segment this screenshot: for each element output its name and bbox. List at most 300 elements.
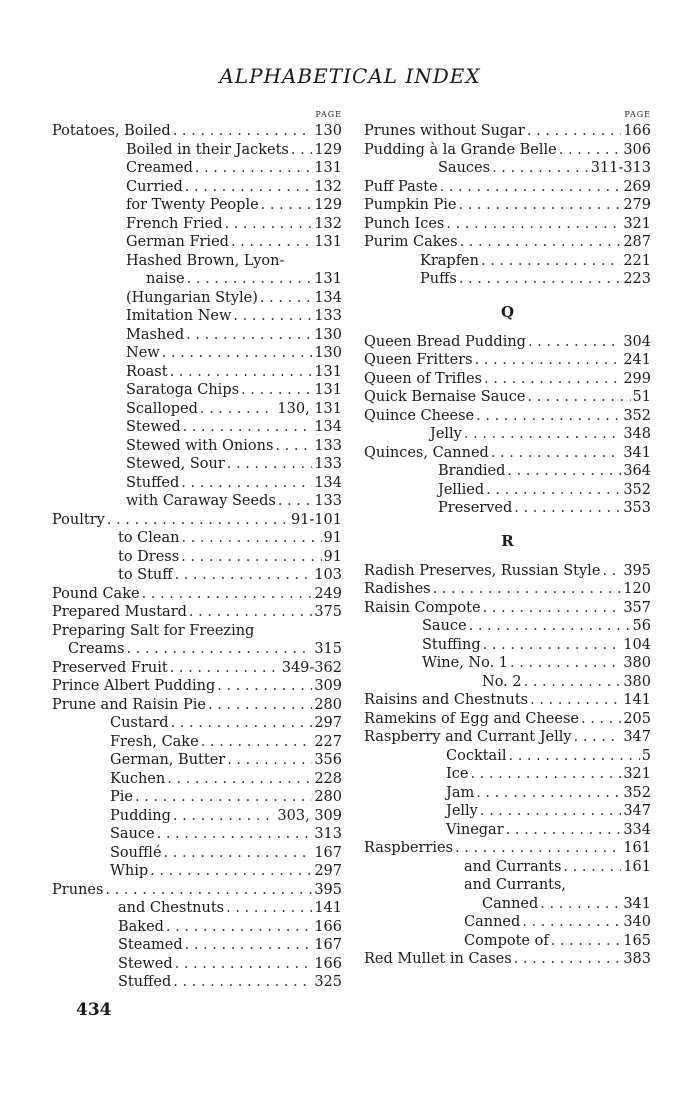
index-entry [364,728,651,747]
entry-text: Pudding [110,807,171,824]
index-entry [52,844,342,863]
page-column-header: PAGE [624,110,651,119]
dot-leader [185,936,313,955]
entry-text: Radishes [364,581,431,597]
index-entry [52,622,342,641]
index-entry [52,918,342,937]
index-entry [364,270,651,289]
dot-leader [195,159,312,178]
entry-text: Pound Cake [52,585,140,602]
dot-leader [507,462,621,481]
entry-page-number: 91 [323,548,342,565]
index-entry [364,370,651,389]
dot-leader [183,418,313,437]
index-entry [364,351,651,370]
index-entry [52,122,342,141]
entry-page-number: 5 [641,747,651,764]
dot-leader [173,973,312,992]
index-entry [364,636,651,655]
index-entry [52,881,342,900]
dot-leader [150,862,312,881]
dot-leader [227,751,312,770]
index-entry [52,862,342,881]
entry-page-number: 341 [623,444,651,461]
entry-page-number: 228 [314,770,342,787]
entry-page-number: 347 [623,729,651,745]
dot-leader [483,636,622,655]
entry-text: Sauces [438,160,491,176]
dot-leader [105,881,312,900]
index-entry [364,252,651,271]
entry-text: Prune and Raisin Pie [52,696,206,713]
entry-page-number: 395 [623,562,651,579]
index-entry [364,499,651,518]
entry-page-number: 131 [314,271,342,287]
index-entry [52,788,342,807]
index-entry [52,899,342,918]
entry-text: Stewed [118,955,173,972]
index-entry [52,289,342,308]
dot-leader [175,566,313,585]
dot-leader [455,839,621,858]
index-entry [364,425,651,444]
entry-text: Krapfen [420,252,479,269]
entry-text: Preserved Fruit [52,659,168,676]
dot-leader [157,825,313,844]
entry-page-number: 131 [314,363,342,380]
section-letter-heading: Q [500,302,515,321]
dot-leader [107,511,289,530]
index-entry [52,418,342,437]
entry-text: Prince Albert Pudding [52,678,216,694]
entry-page-number: 131 [314,234,342,250]
entry-text: Sauce [110,826,155,842]
entry-text: Stuffed [118,974,172,990]
index-entry [52,511,342,530]
index-entry [364,765,651,784]
index-entry [52,714,342,733]
dot-leader [551,932,622,951]
entry-page-number: 349-362 [281,659,342,676]
dot-leader [470,765,621,784]
dot-leader [173,122,313,141]
dot-leader [181,474,312,493]
dot-leader [189,603,312,622]
dot-leader [514,950,622,969]
dot-leader [540,895,621,914]
index-entry [52,677,342,696]
entry-text: Curried [126,178,183,195]
entry-text: Quick Bernaise Sauce [364,389,526,405]
dot-leader [602,562,621,581]
entry-page-number: 375 [314,604,342,620]
entry-page-number: 299 [623,370,651,387]
dot-leader [261,196,313,215]
dot-leader [164,844,313,863]
entry-text: Canned [482,895,539,912]
dot-leader [126,640,312,659]
entry-text: Pudding à la Grande Belle [364,141,557,158]
entry-page-number: 51 [632,389,651,405]
dot-leader [167,770,312,789]
dot-leader [233,307,312,326]
index-entry [364,747,651,766]
entry-page-number: 313 [314,826,342,842]
dot-leader [231,233,312,252]
dot-leader [527,388,630,407]
entry-text: to Clean [118,530,180,546]
entry-text: to Dress [118,548,180,565]
entry-page-number: 287 [623,234,651,250]
dot-leader [459,270,621,289]
dot-leader [446,215,621,234]
dot-leader [185,178,313,197]
dot-leader [559,141,622,160]
index-entry [52,196,342,215]
dot-leader [201,733,313,752]
entry-text: Creams [68,641,125,657]
entry-text: Saratoga Chips [126,382,240,398]
entry-page-number: 132 [314,215,342,232]
entry-text: Fresh, Cake [110,733,199,750]
index-entry [364,233,651,252]
left-entry-list [52,122,342,992]
dot-leader [278,492,312,511]
entry-page-number: 133 [314,456,342,472]
entry-text: Jelly [430,426,462,442]
entry-text: Jelly [446,803,478,819]
index-entry [52,603,342,622]
page-column-header: PAGE [315,110,342,119]
dot-leader [175,955,313,974]
entry-page-number: 166 [623,123,651,139]
entry-page-number: 166 [314,955,342,972]
index-entry [52,233,342,252]
entry-page-number: 223 [623,271,651,287]
index-entry [52,307,342,326]
index-entry [52,751,342,770]
entry-page-number: 141 [623,692,651,708]
entry-page-number: 130, 131 [277,400,342,417]
entry-text: Queen Fritters [364,352,473,368]
right-entry-list [364,122,651,969]
entry-text: Prunes without Sugar [364,123,525,139]
entry-page-number: 134 [314,289,342,306]
entry-page-number: 364 [623,463,651,479]
dot-leader [508,747,639,766]
index-entry [364,876,651,895]
entry-page-number: 280 [314,696,342,713]
index-entry [364,802,651,821]
entry-text: Kuchen [110,770,166,787]
index-entry [364,617,651,636]
dot-leader [170,363,313,382]
index-entry [364,388,651,407]
dot-leader [173,807,276,826]
entry-page-number: 166 [314,918,342,935]
entry-page-number: 341 [623,895,651,912]
entry-text: Baked [118,918,164,935]
entry-page-number: 130 [314,123,342,139]
index-entry [52,178,342,197]
entry-text: Radish Preserves, Russian Style [364,562,601,579]
entry-page-number: 303, 309 [277,807,342,824]
entry-page-number: 321 [623,766,651,782]
entry-page-number: 134 [314,474,342,491]
entry-page-number: 269 [623,178,651,195]
entry-page-number: 325 [314,974,342,990]
entry-page-number: 131 [314,382,342,398]
entry-page-number: 205 [623,710,651,727]
index-entry [364,122,651,141]
entry-page-number: 167 [314,937,342,953]
index-entry [52,585,342,604]
entry-text: Ramekins of Egg and Cheese [364,710,579,727]
dot-leader [241,381,312,400]
dot-leader [458,196,621,215]
index-entry [364,407,651,426]
entry-text: Raspberries [364,840,454,856]
entry-page-number: 227 [314,733,342,750]
entry-page-number: 132 [314,178,342,195]
entry-page-number: 120 [623,581,651,597]
entry-text: Jellied [438,481,485,498]
index-entry [52,344,342,363]
index-entry [52,363,342,382]
index-entry [364,562,651,581]
entry-page-number: 352 [623,481,651,498]
entry-page-number: 353 [623,500,651,516]
entry-text: Jam [446,784,475,801]
index-entry [52,659,342,678]
entry-text: Creamed [126,160,193,176]
index-entry [364,196,651,215]
index-entry [52,529,342,548]
entry-page-number: 356 [314,752,342,768]
entry-page-number: 131 [314,160,342,176]
entry-text: Canned [464,914,521,930]
index-entry [364,462,651,481]
entry-page-number: 130 [314,326,342,343]
entry-page-number: 133 [314,308,342,324]
dot-leader [170,659,280,678]
index-entry [52,936,342,955]
entry-text: Raisin Compote [364,599,481,616]
entry-page-number: 129 [314,197,342,213]
entry-text: with Caraway Seeds [126,493,276,509]
index-entry [52,455,342,474]
entry-text: Puff Paste [364,178,438,195]
index-entry [364,333,651,352]
dot-leader [227,455,313,474]
dot-leader [483,599,622,618]
index-entry [364,821,651,840]
dot-leader [528,333,621,352]
entry-text: Compote of [464,932,549,949]
entry-text: naise [146,271,185,287]
entry-page-number: 352 [623,407,651,424]
index-entry [52,955,342,974]
dot-leader [260,289,312,308]
entry-page-number: 348 [623,426,651,442]
entry-page-number: 352 [623,784,651,801]
entry-text: Stewed, Sour [126,456,225,472]
entry-text: Puffs [420,271,457,287]
entry-text: Raspberry and Currant Jelly [364,729,572,745]
index-entry [52,640,342,659]
entry-text: Potatoes, Boiled [52,123,171,139]
entry-text: Red Mullet in Cases [364,951,512,967]
dot-leader [200,400,276,419]
entry-page-number: 297 [314,715,342,731]
dot-leader [574,728,622,747]
index-entry [52,548,342,567]
entry-page-number: 161 [623,858,651,875]
dot-leader [514,499,621,518]
dot-leader [217,677,312,696]
entry-text: to Stuff [118,567,173,583]
entry-page-number: 133 [314,493,342,509]
entry-text: Mashed [126,326,185,343]
index-entry [364,654,651,673]
index-entry [52,252,342,271]
entry-page-number: 309 [314,678,342,694]
entry-text: Raisins and Chestnuts [364,692,529,708]
index-entry [364,580,651,599]
dot-leader [224,215,312,234]
entry-text: Soufflé [110,844,162,861]
entry-page-number: 380 [623,655,651,671]
index-entry [52,326,342,345]
dot-leader [527,122,621,141]
dot-leader [135,788,312,807]
entry-text: Preserved [438,500,513,516]
dot-leader [484,370,621,389]
entry-page-number: 297 [314,863,342,879]
index-entry [364,913,651,932]
entry-page-number: 315 [314,641,342,657]
index-entry [364,784,651,803]
entry-page-number: 347 [623,803,651,819]
entry-text: Imitation New [126,308,232,324]
page-number: 434 [76,1000,112,1020]
entry-text: No. 2 [482,673,522,690]
dot-leader [475,351,622,370]
dot-leader [162,344,313,363]
dot-leader [187,270,313,289]
entry-text: Purim Cakes [364,234,458,250]
index-entry [52,381,342,400]
dot-leader [181,529,321,548]
entry-page-number: 56 [632,618,651,634]
section-letter-heading: R [501,531,514,550]
dot-leader [522,913,621,932]
entry-text: Brandied [438,463,506,479]
entry-page-number: 103 [314,567,342,583]
entry-text: Cocktail [446,747,507,764]
dot-leader [460,233,622,252]
dot-leader [524,673,622,692]
entry-text: Scalloped [126,400,198,417]
index-entry [52,400,342,419]
index-entry [52,437,342,456]
entry-text: for Twenty People [126,197,259,213]
entry-text: Hashed Brown, Lyon- [126,252,285,269]
index-entry [52,566,342,585]
entry-text: Boiled in their Jackets [126,141,289,158]
entry-text: Queen Bread Pudding [364,333,526,350]
entry-page-number: 133 [314,437,342,454]
entry-text: Stewed with Onions [126,437,274,454]
dot-leader [186,326,312,345]
entry-text: Stewed [126,419,181,435]
entry-text: (Hungarian Style) [126,289,258,306]
index-entry [364,599,651,618]
index-entry [364,691,651,710]
page-title: ALPHABETICAL INDEX [219,64,481,88]
entry-text: Preparing Salt for Freezing [52,622,255,639]
dot-leader [506,821,622,840]
index-entry [52,770,342,789]
index-entry [364,858,651,877]
entry-page-number: 91-101 [290,511,342,528]
index-entry [364,178,651,197]
entry-text: Whip [110,863,149,879]
entry-text: Stuffing [422,636,481,653]
index-entry [52,696,342,715]
dot-leader [181,548,321,567]
entry-page-number: 129 [314,141,342,158]
entry-page-number: 130 [314,345,342,361]
entry-page-number: 340 [623,914,651,930]
index-entry [364,673,651,692]
entry-text: Steamed [118,937,183,953]
entry-page-number: 165 [623,932,651,949]
entry-page-number: 311-313 [590,160,651,176]
entry-text: Pumpkin Pie [364,197,457,213]
entry-text: Ice [446,766,469,782]
dot-leader [476,407,621,426]
index-entry [364,710,651,729]
entry-page-number: 383 [623,951,651,967]
entry-page-number: 91 [323,530,342,546]
entry-page-number: 241 [623,352,651,368]
index-entry [52,807,342,826]
entry-page-number: 304 [623,333,651,350]
entry-page-number: 357 [623,599,651,616]
dot-leader [464,425,621,444]
entry-page-number: 306 [623,141,651,158]
entry-text: Pie [110,789,133,805]
entry-page-number: 104 [623,636,651,653]
entry-text: German, Butter [110,752,226,768]
dot-leader [166,918,312,937]
entry-page-number: 249 [314,585,342,602]
entry-page-number: 141 [314,900,342,916]
dot-leader [291,141,312,160]
entry-text: Roast [126,363,168,380]
index-entry [364,932,651,951]
dot-leader [530,691,621,710]
index-entry [364,481,651,500]
entry-text: and Currants [464,858,562,875]
entry-page-number: 167 [314,844,342,861]
dot-leader [492,159,589,178]
index-entry [364,895,651,914]
index-entry [364,839,651,858]
entry-text: Punch Ices [364,215,445,232]
entry-page-number: 395 [314,881,342,898]
